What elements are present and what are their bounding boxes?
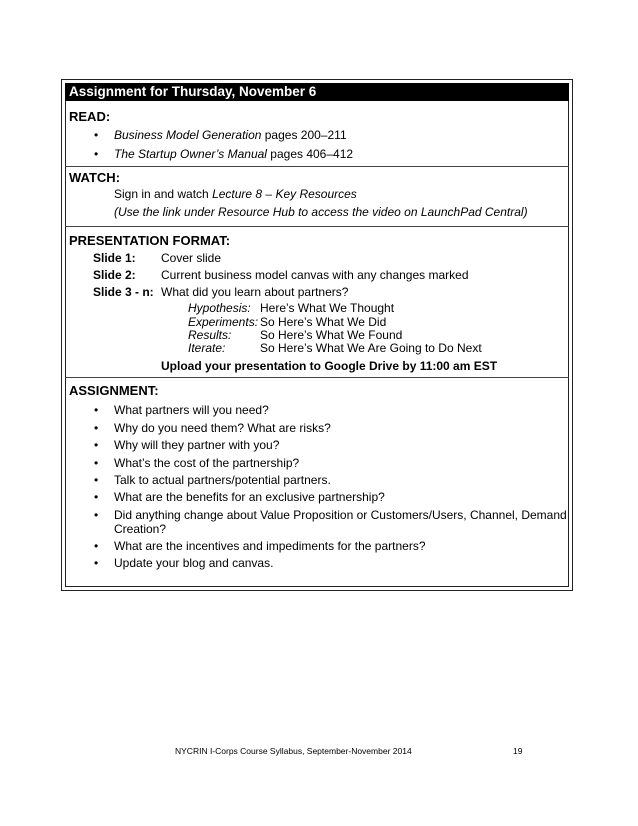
bullet-icon: • [94, 421, 99, 435]
bullet-icon: • [94, 147, 99, 161]
section-divider [65, 226, 569, 227]
section-divider [65, 377, 569, 378]
slide-label: Slide 1: [93, 251, 136, 265]
watch-note: (Use the link under Resource Hub to access the video on LaunchPad Central) [114, 205, 528, 219]
read-item: Business Model Generation pages 200–211 [114, 128, 347, 142]
slide-text: What did you learn about partners? [161, 285, 349, 299]
assignment-item: What are the incentives and impediments for the partners? [114, 539, 426, 553]
step-term: Experiments: [188, 315, 259, 329]
assignment-item-continuation: Creation? [114, 522, 167, 536]
step-term: Hypothesis: [188, 301, 251, 315]
step-term: Results: [188, 328, 232, 342]
bullet-icon: • [94, 508, 99, 522]
slide-label: Slide 3 - n: [93, 285, 154, 299]
assignment-title: Assignment for Thursday, November 6 [65, 83, 569, 101]
bullet-icon: • [94, 456, 99, 470]
bullet-icon: • [94, 539, 99, 553]
bullet-icon: • [94, 438, 99, 452]
bullet-icon: • [94, 403, 99, 417]
presentation-heading: PRESENTATION FORMAT: [69, 233, 231, 248]
slide-text: Current business model canvas with any changes marked [161, 268, 469, 282]
assignment-heading: ASSIGNMENT: [69, 383, 159, 398]
footer-text: NYCRIN I-Corps Course Syllabus, September-November 2014 [175, 746, 412, 756]
assignment-item: Why will they partner with you? [114, 438, 280, 452]
slide-label: Slide 2: [93, 268, 136, 282]
bullet-icon: • [94, 556, 99, 570]
assignment-item: What partners will you need? [114, 403, 269, 417]
bullet-icon: • [94, 473, 99, 487]
step-desc: So Here’s What We Found [260, 328, 403, 342]
step-desc: So Here’s What We Did [260, 315, 387, 329]
slide-text: Cover slide [161, 251, 222, 265]
assignment-item: Did anything change about Value Proposition or Customers/Users, Channel, Demand [114, 508, 567, 522]
watch-heading: WATCH: [69, 170, 121, 185]
bullet-icon: • [94, 490, 99, 504]
step-term: Iterate: [188, 341, 226, 355]
read-heading: READ: [69, 109, 111, 124]
assignment-item: Update your blog and canvas. [114, 556, 274, 570]
assignment-item: Talk to actual partners/potential partners. [114, 473, 331, 487]
section-divider [65, 166, 569, 167]
step-desc: So Here’s What We Are Going to Do Next [260, 341, 482, 355]
assignment-item: What are the benefits for an exclusive partnership? [114, 490, 385, 504]
read-item: The Startup Owner’s Manual pages 406–412 [114, 147, 354, 161]
watch-line: Sign in and watch Lecture 8 – Key Resources [114, 187, 357, 201]
bullet-icon: • [94, 128, 99, 142]
assignment-item: What’s the cost of the partnership? [114, 456, 300, 470]
step-desc: Here’s What We Thought [260, 301, 395, 315]
page-number: 19 [513, 746, 523, 756]
assignment-item: Why do you need them? What are risks? [114, 421, 331, 435]
upload-instruction: Upload your presentation to Google Drive by 11:00 am EST [161, 359, 498, 373]
